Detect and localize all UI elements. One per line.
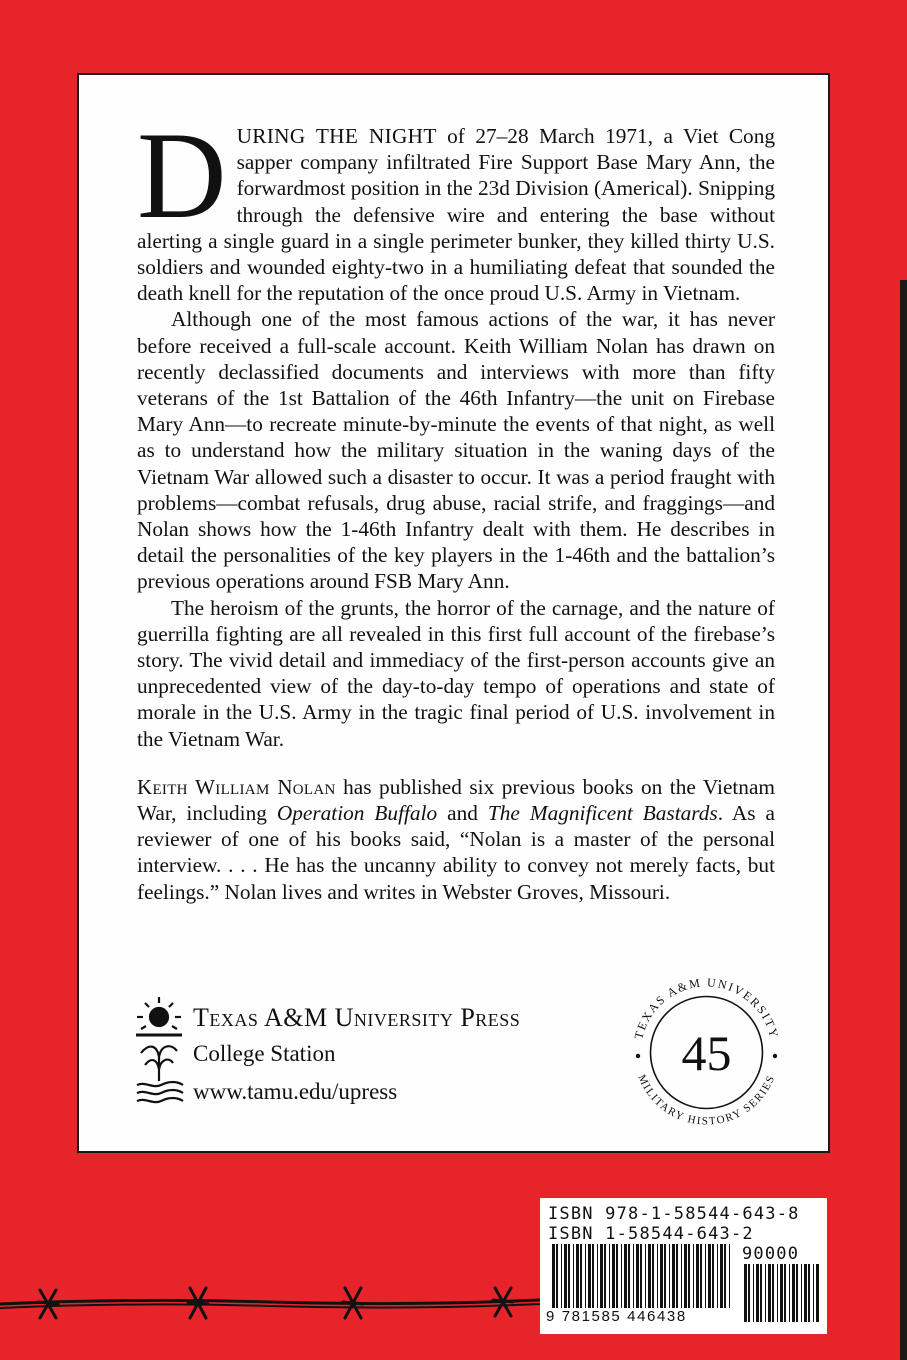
barbed-wire-graphic [0, 1272, 540, 1332]
barcode-digits: 9 781585 446438 [546, 1308, 687, 1325]
drop-cap: D [137, 107, 227, 244]
publisher-url: www.tamu.edu/upress [193, 1079, 398, 1104]
publisher-name: Texas A&M University Press [193, 1003, 521, 1032]
blurb-paragraph-2: Although one of the most famous actions of the war, it has never before received a full-scale account. Keith William Nolan has drawn on recently declassified documents and interviews with more than fifty veterans of the 1st Battalion of the 46th Infantry—the unit on Firebase Mary Ann—to recreate minute-by-minute the events of that night, as well as to understand how the military situation in the waning days of the Vietnam War allowed such a disaster to occur. It was a period fraught with problems—combat refusals, drug abuse, racial strife, and fraggings—and Nolan shows how the 1-46th Infantry dealt with them. He describes in detail the personalities of the key players in the 1-46th and the battalion’s previous operations around FSB Mary Ann. [137, 307, 775, 594]
isbn-barcode [540, 1198, 827, 1334]
opening-small-caps: URING THE NIGHT [236, 124, 437, 148]
isbn-13: ISBN 978-1-58544-643-8 [548, 1204, 800, 1224]
text-panel [77, 73, 830, 1153]
publisher-city: College Station [193, 1041, 336, 1066]
blurb-paragraph-3: The heroism of the grunts, the horror of the carnage, and the nature of guerrilla fighting are all revealed in this first full account of the firebase’s story. The vivid detail and immediacy of the first-person accounts give an unprecedented view of the day-to-day tempo of operations and state of morale in the U.S. Army in the tragic final period of U.S. involvement in the Vietnam War. [137, 595, 775, 751]
bio-text-2: and [437, 801, 488, 826]
isbn-10: ISBN 1-58544-643-2 [548, 1224, 754, 1244]
author-name: Keith William Nolan [137, 774, 336, 799]
seal-arc-bottom: MILITARY HISTORY SERIES [635, 1072, 778, 1128]
author-bio [137, 774, 775, 905]
bio-text-1: has published six previous books on the Vietnam War, including [137, 774, 775, 826]
addon-barcode-bars [744, 1264, 820, 1322]
blurb-paragraph-1 [137, 107, 776, 306]
publisher-block [131, 995, 601, 1115]
cover-edge-strip [900, 280, 907, 1360]
blurb-text [137, 107, 776, 905]
bio-text-3: . As a reviewer of one of his books said, “Nolan is a master of the personal interview. . . . He has the uncanny ability to convey not merely facts, but feelings.” Nolan lives and writes in Webster Groves, Missouri. [137, 801, 775, 904]
paragraph-1-text: of 27–28 March 1971, a Viet Cong sapper company infiltrated Fire Support Base Mary Ann, the forwardmost position in the 23d Division (Americal). Snipping through the defensive wire and entering the base without alerting a single guard in a single perimeter bunker, they killed thirty U.S. soldiers and wounded eighty-two in a humiliating defeat that sounded the death knell for the reputation of the once proud U.S. Army in Vietnam. [137, 124, 776, 306]
book-title-1: Operation Buffalo [276, 801, 438, 826]
book-title-2: The Magnificent Bastards [487, 801, 718, 826]
military-history-series-seal [624, 970, 789, 1135]
seal-arc-top: TEXAS A&M UNIVERSITY [631, 975, 782, 1041]
barcode-bars [552, 1244, 734, 1308]
series-number: 45 [681, 1025, 732, 1081]
publisher-logo-icon [131, 995, 187, 1111]
price-code: 90000 [742, 1244, 800, 1264]
